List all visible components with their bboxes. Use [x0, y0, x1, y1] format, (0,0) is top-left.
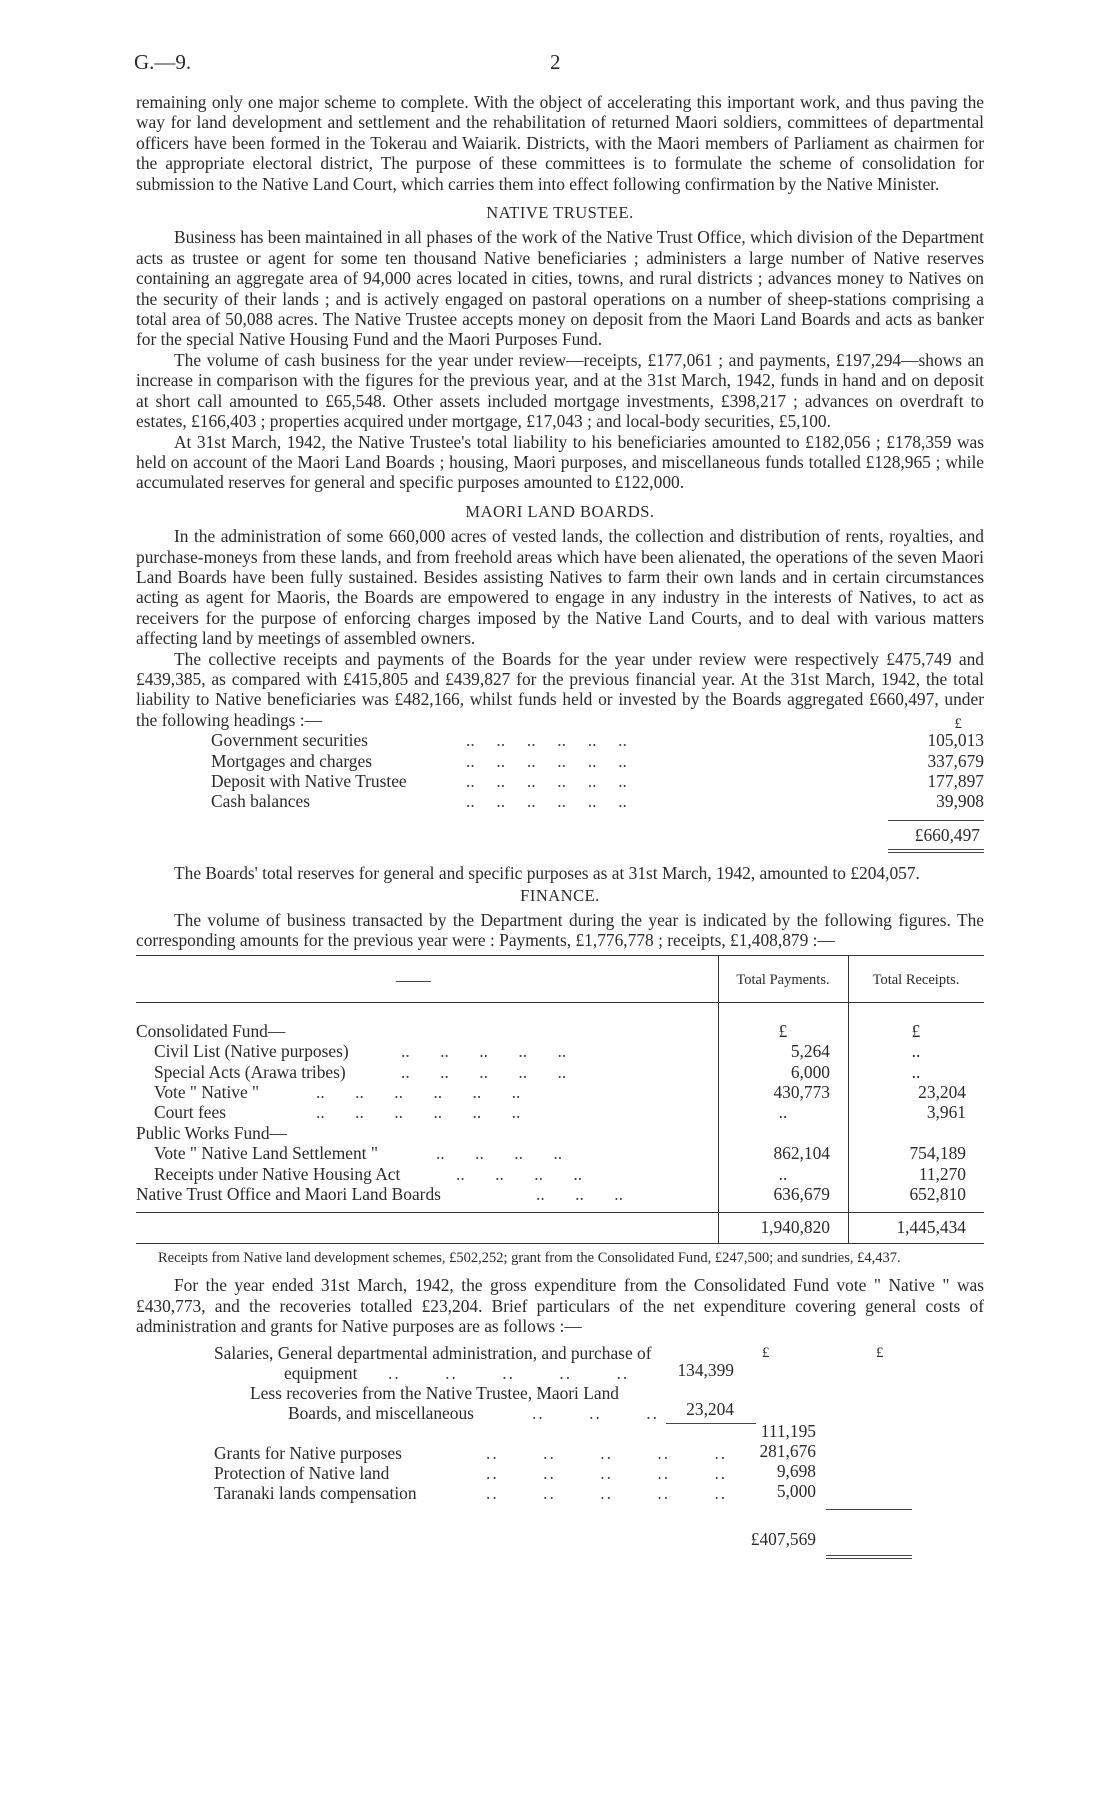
currency-header: £: [876, 1344, 884, 1361]
list-item: Taranaki lands compensation: [214, 1482, 417, 1503]
expenditure-schedule: £ £ Salaries, General departmental administration, and purchase of equipment .. .. .. .. .. 134,399 Less recoveries from the Native Trustee, Maori Land Boards, and miscellaneous .. .. .. 23,204 111,195 Grants for Native purposes .. .. .. .. .. 281,676 Protection of Native land .. .. .. .. .. 9,698 Taranaki lands compensation .. .. .. .. .. 5,000: [136, 1339, 984, 1529]
salaries-label-cont: equipment: [284, 1362, 358, 1383]
column-header-blank: ——: [396, 969, 431, 990]
net-value: 111,195: [760, 1420, 816, 1441]
native-trustee-paragraph-2: The volume of cash business for the year under review—receipts, £177,061 ; and payments, £197,294—shows an increase in comparison with the figures for the previous year, and at the 31st March, 1942, funds in hand and on deposit at short call amounted to £65,548. Other assets included mortgage investments, £398,217 ; advances on overdraft to estates, £166,403 ; properties acquired under mortgage, £17,043 ; and local-body securities, £5,100.: [136, 349, 984, 432]
boards-paragraph-2: The collective receipts and payments of the Boards for the year under review were respectively £475,749 and £439,385, as compared with £415,805 and £439,827 for the previous financial year. At the 31st March, 1942, the total liability to Native beneficiaries was £482,166, whilst funds held or invested by the Boards aggregated £660,497, under the following headings :—: [136, 648, 984, 730]
table-row: Vote " Native Land Settlement " .. .. .. .. 862,104 754,189: [154, 1143, 966, 1164]
table-row: Vote " Native " .. .. .. .. .. .. 430,773 23,204: [154, 1081, 966, 1102]
section-heading-finance: FINANCE.: [520, 885, 600, 905]
finance-paragraph-1: The volume of business transacted by the Department during the year is indicated by the following figures. The corresponding amounts for the previous year were : Payments, £1,776,778 ; receipts, £1,408,879 :—: [136, 909, 984, 951]
finance-footnote: Receipts from Native land development schemes, £502,252; grant from the Consolidated Fund, £247,500; and sundries, £4,437.: [158, 1250, 901, 1267]
table-row: Consolidated Fund— £ £: [136, 1020, 921, 1041]
boards-holdings-list: [136, 716, 984, 853]
list-item-value: 9,698: [776, 1460, 816, 1481]
report-code: G.—9.: [134, 50, 192, 74]
total-rule: [888, 820, 984, 821]
page-body: [136, 92, 984, 1573]
native-trustee-paragraph-1: Business has been maintained in all phases of the work of the Native Trust Office, which division of the Department acts as trustee or agent for some ten thousand Native beneficiaries ; administers a large number of Native reserves containing an aggregate area of 94,000 acres located in cities, towns, and rural districts ; advances money to Natives on the security of their lands ; and is actively engaged on pastoral operations on a number of sheep-stations comprising a total area of 50,088 acres. The Native Trustee accepts money on deposit from the Maori Land Boards and acts as banker for the special Native Housing Fund and the Maori Purposes Fund.: [136, 227, 984, 350]
salaries-label: Salaries, General departmental administration, and purchase of: [214, 1342, 652, 1363]
table-total-row: [136, 1212, 984, 1243]
double-rule: [826, 1555, 912, 1559]
table-row: Court fees .. .. .. .. .. .. .. 3,961: [154, 1102, 966, 1123]
table-row: Special Acts (Arawa tribes) .. .. .. .. .. 6,000 ..: [154, 1061, 921, 1082]
less-value: 23,204: [686, 1398, 734, 1419]
page-number: 2: [550, 50, 561, 74]
less-label: Less recoveries from the Native Trustee, Maori Land: [250, 1382, 619, 1403]
list-item: Cash balances .. .. .. .. .. .. 39,908: [211, 791, 984, 812]
boards-paragraph-1: In the administration of some 660,000 acres of vested lands, the collection and distribution of rents, royalties, and purchase-moneys from these lands, and from freehold areas which have been alienated, the operations of the seven Maori Land Boards have been fully sustained. Besides assisting Natives to farm their own lands and in certain circumstances acting as agent for Maoris, the Boards are empowered to engage in any industry in the interests of Natives, to act as receivers for the purpose of enforcing charges imposed by the Native Land Courts, and to deal with various matters affecting land by meetings of assembled owners.: [136, 526, 984, 649]
table-row: Native Trust Office and Maori Land Boards .. .. .. 636,679 652,810: [136, 1183, 966, 1204]
total-payments: 1,940,820: [760, 1217, 830, 1238]
finance-paragraph-2: For the year ended 31st March, 1942, the gross expenditure from the Consolidated Fund vote " Native " was £430,773, and the recoveries totalled £23,204. Brief particulars of the net expenditure covering general costs of administration and grants for Native purposes are as follows :—: [136, 1275, 984, 1337]
list-item: Grants for Native purposes: [214, 1442, 402, 1463]
table-row: Public Works Fund—: [136, 1122, 287, 1143]
salaries-value: 134,399: [677, 1359, 734, 1380]
list-item-value: 5,000: [776, 1480, 816, 1501]
native-trustee-paragraph-3: At 31st March, 1942, the Native Trustee's total liability to his beneficiaries amounted to £182,056 ; £178,359 was held on account of the Maori Land Boards ; housing, Maori purposes, and miscellaneous funds totalled £128,965 ; while accumulated reserves for general and specific purposes amounted to £122,000.: [136, 431, 984, 493]
double-rule: [888, 849, 984, 853]
section-heading-maori-land-boards: MAORI LAND BOARDS.: [465, 501, 655, 521]
table-header: [136, 956, 984, 1002]
section-heading-native-trustee: NATIVE TRUSTEE.: [486, 203, 634, 223]
list-item-value: 281,676: [759, 1440, 816, 1461]
total-receipts: 1,445,434: [896, 1217, 966, 1238]
table-row: Receipts under Native Housing Act .. .. .. .. .. 11,270: [154, 1163, 966, 1184]
less-label-cont: Boards, and miscellaneous: [288, 1402, 474, 1423]
list-item: Protection of Native land: [214, 1462, 390, 1483]
finance-table: [136, 955, 984, 1245]
column-header-receipts: Total Receipts.: [872, 971, 960, 988]
boards-total: £660,497: [914, 824, 980, 845]
list-item: Deposit with Native Trustee .. .. .. .. .. .. 177,897: [211, 770, 984, 791]
intro-paragraph: remaining only one major scheme to complete. With the object of accelerating this important work, and thus paving the way for land development and settlement and the rehabilitation of returned Maori soldiers, committees of departmental officers have been formed in the Tokerau and Waiarik. Districts, with the Maori members of Parliament as chairmen for the appropriate electoral district, The purpose of these committees is to formulate the scheme of consolidation for submission to the Native Land Court, which carries them into effect following confirmation by the Native Minister.: [136, 92, 984, 194]
expenditure-total: £407,569: [750, 1528, 816, 1549]
table-row: Civil List (Native purposes) .. .. .. .. .. 5,264 ..: [154, 1041, 921, 1062]
list-item: Government securities .. .. .. .. .. .. 105,013: [211, 730, 984, 751]
column-header-payments: Total Payments.: [736, 971, 830, 988]
currency-header: £: [954, 716, 962, 733]
currency-header: £: [762, 1344, 770, 1361]
table-body: [136, 1003, 984, 1244]
table-bottom-rule: [136, 1243, 984, 1244]
list-item: Mortgages and charges .. .. .. .. .. .. 337,679: [211, 750, 984, 771]
boards-paragraph-3: The Boards' total reserves for general and specific purposes as at 31st March, 1942, amounted to £204,057.: [174, 863, 920, 884]
